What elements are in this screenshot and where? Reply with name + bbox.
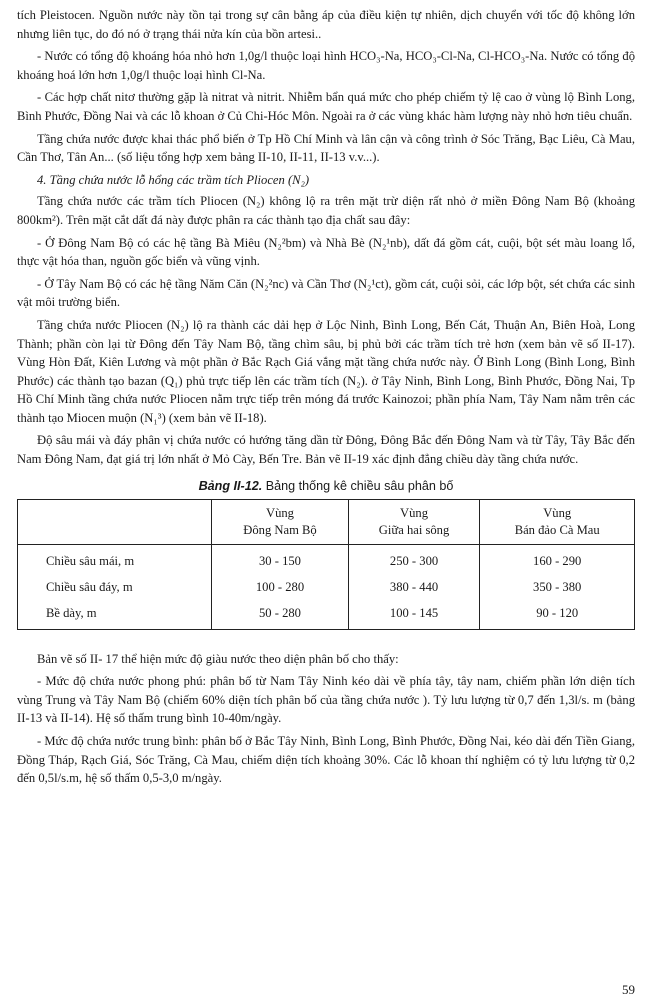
depth-distribution-table (17, 499, 635, 630)
table-body (18, 544, 635, 629)
table-row (18, 600, 635, 630)
paragraph: Tầng chứa nước Pliocen (N₂) lộ ra thành các dải hẹp ở Lộc Ninh, Bình Long, Bến Cát, Thuận An, Biên Hoà, Long Thành; phần còn lại từ Đông đến Tây Nam Bộ, tầng chìm sâu, bị phủ bởi các trầm tích trẻ hơn (xem bản vẽ số II-17). Vùng Hòn Đất, Kiên Lương và một phần ở Bắc Rạch Giá vắng mặt tầng chứa nước này. Ở Bình Long (Bình Long, Bình Phước) các thành tạo bazan (Q₁) phủ trực tiếp lên các trầm tích (N₂). ở Tây Ninh, Bình Long, Bình Phước, Đồng Nai, Tp Hồ Chí Minh tầng chứa nước Pliocen nằm trực tiếp trên móng đá trước Kainozoi; phần phía Nam, Tây Nam nằm trên các thành tạo Miocen muộn (N₁³) (xem bản vẽ II-18). (17, 317, 635, 425)
document-page (17, 6, 635, 792)
table-cell: 380 - 440 (348, 574, 480, 600)
paragraph: - Ở Đông Nam Bộ có các hệ tầng Bà Miêu (N₂²bm) và Nhà Bè (N₂¹nb), dất đá gồm cát, cuội, bột sét màu loang lổ, thực vật hóa than, nguồn gốc biển và vũng vịnh. (17, 235, 635, 269)
table-cell: 100 - 280 (212, 574, 348, 600)
table-caption-label: Bảng II-12. (198, 478, 263, 493)
table-row-label: Chiều sâu đáy, m (18, 574, 212, 600)
paragraph: Tầng chứa nước được khai thác phổ biến ở Tp Hồ Chí Minh và lân cận và công trình ở Sóc Trăng, Bạc Liêu, Cà Mau, Cần Thơ, Tân An... (số liệu tổng hợp xem bảng II-10, II-11, II-13 v.v...). (17, 131, 635, 165)
table-cell: 90 - 120 (480, 600, 635, 630)
table-caption (17, 479, 635, 493)
table-row-label: Bề dày, m (18, 600, 212, 630)
section-heading: 4. Tầng chứa nước lỗ hổng các trầm tích Pliocen (N₂) (37, 172, 310, 187)
table-cell: 250 - 300 (348, 544, 480, 574)
table-cell: 30 - 150 (212, 544, 348, 574)
table-header-cell: Vùng Bán đảo Cà Mau (480, 499, 635, 544)
paragraph: tích Pleistocen. Nguồn nước này tồn tại trong sự cân bằng áp của điều kiện tự nhiên, dịch chuyển với tốc độ không lớn nhưng liên tục, do đó nó ở trạng thái nửa kín của bồn artesi.. (17, 8, 635, 41)
body-text-top (17, 6, 635, 469)
paragraph: - Mức độ chứa nước phong phú: phân bố từ Nam Tây Ninh kéo dài về phía tây, tây nam, chiếm phần lớn diện tích vùng Trung và Tây Nam Bộ (chiếm 60% diện tích phân bố của tầng chứa nước ). Tỷ lưu lượng từ 0,7 đến 1,3l/s. m (bảng II-13 và II-14). Hệ số thấm trung bình 10-40m/ngày. (17, 674, 635, 726)
paragraph: - Ở Tây Nam Bộ có các hệ tầng Năm Căn (N₂²nc) và Cần Thơ (N₂¹ct), gồm cát, cuội sỏi, các lớp bột, sét chứa các sinh vật môi trường biển. (17, 276, 635, 310)
paragraph: - Mức độ chứa nước trung bình: phân bố ở Bắc Tây Ninh, Bình Long, Bình Phước, Đồng Nai, kéo dài đến Tiền Giang, Đồng Tháp, Rạch Giá, Sóc Trăng, Cà Mau, chiếm diện tích khoảng 30%. Các lỗ khoan thí nghiệm có tỷ lưu lượng từ 0,2 đến 0,5l/s.m, hệ số thấm 0,5-3,0 m/ngày. (17, 734, 635, 786)
paragraph: - Các hợp chất nitơ thường gặp là nitrat và nitrit. Nhiễm bẩn quá mức cho phép chiếm tỷ lệ cao ở vùng lộ Bình Long, Bình Phước, Đồng Nai và các lỗ khoan ở Củ Chi-Hóc Môn. Ngoài ra ở các vùng khác hàm lượng này nhỏ hơn tiêu chuẩn. (17, 90, 635, 123)
table-header-row (18, 499, 635, 544)
table-header-empty (18, 499, 212, 544)
table-header-cell: Vùng Giữa hai sông (348, 499, 480, 544)
paragraph: Độ sâu mái và đáy phân vị chứa nước có hướng tăng dần từ Đông, Đông Bắc đến Đông Nam và từ Tây, Tây Bắc đến Nam Đông Nam, đạt giá trị lớn nhất ở Mỏ Cày, Bến Tre. Bản vẽ II-19 xác định đẳng chiều dày tầng chứa nước. (17, 433, 635, 467)
body-text-bottom (17, 650, 635, 788)
table-header-cell: Vùng Đông Nam Bộ (212, 499, 348, 544)
paragraph: Bản vẽ số II- 17 thể hiện mức độ giàu nước theo diện phân bố cho thấy: (37, 651, 399, 666)
table-cell: 100 - 145 (348, 600, 480, 630)
page-number: 59 (622, 982, 635, 997)
table-row-label: Chiều sâu mái, m (18, 544, 212, 574)
paragraph: - Nước có tổng độ khoáng hóa nhỏ hơn 1,0g/l thuộc loại hình HCO₃-Na, HCO₃-Cl-Na, Cl-HCO₃-Na. Nước có tổng độ khoáng hoá lớn hơn 1,0g/l thuộc loại hình Cl-Na. (17, 49, 635, 82)
table-cell: 160 - 290 (480, 544, 635, 574)
table-row (18, 574, 635, 600)
paragraph: Tầng chứa nước các trầm tích Pliocen (N₂) không lộ ra trên mặt trừ diện rất nhỏ ở miền Đông Nam Bộ (khoảng 800km²). Trên mặt cắt dất đá này được phân ra các thành tạo địa chất sau đây: (17, 194, 635, 227)
table-cell: 350 - 380 (480, 574, 635, 600)
table-cell: 50 - 280 (212, 600, 348, 630)
table-caption-text: Bảng thống kê chiều sâu phân bố (262, 478, 454, 493)
table-row (18, 544, 635, 574)
